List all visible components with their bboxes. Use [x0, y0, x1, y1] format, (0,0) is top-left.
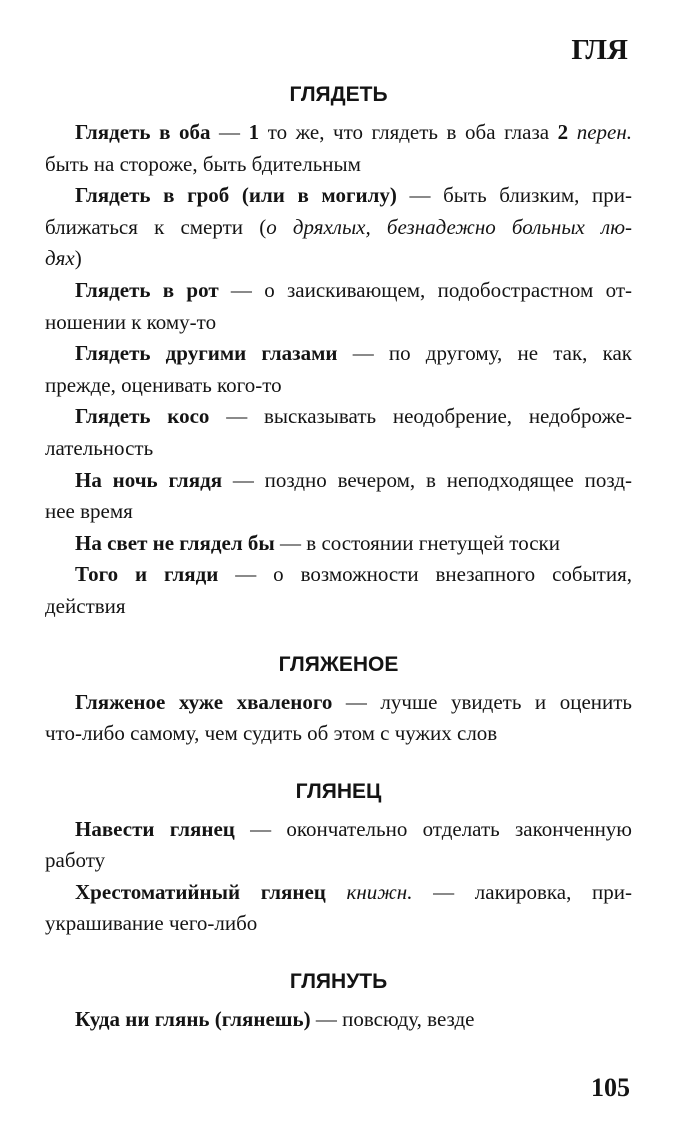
dictionary-section	[45, 776, 632, 940]
term-text: Глядеть другими глазами	[75, 341, 338, 366]
definition-text: — высказывать неодобрение, недоброже-	[209, 404, 632, 429]
entry-line	[45, 877, 632, 909]
definition-text: — лакировка, при-	[412, 879, 632, 904]
definition-text: работу	[45, 848, 106, 873]
definition-text: — по другому, не так, как	[337, 341, 632, 366]
term-text: Навести глянец	[75, 816, 235, 841]
definition-text: )	[74, 246, 82, 271]
dictionary-entry	[45, 275, 632, 338]
entry-line	[45, 687, 632, 719]
page-content	[45, 79, 632, 1036]
definition-text: что-либо самому, чем судить об этом с чужих слов	[45, 721, 498, 746]
entry-line	[45, 370, 632, 402]
term-text: Глядеть косо	[75, 404, 210, 429]
dictionary-entry	[45, 687, 632, 750]
definition-text: ближаться к смерти (	[45, 214, 267, 239]
term-text: Гляженое хуже хваленого	[75, 689, 333, 714]
entry-line	[45, 149, 632, 181]
page-number: 105	[591, 1073, 630, 1102]
entry-line	[45, 1004, 632, 1036]
entry-line	[45, 433, 632, 465]
dictionary-section	[45, 966, 632, 1036]
entry-line	[45, 845, 632, 877]
definition-text: ношении к кому-то	[45, 309, 217, 334]
definition-text: быть на стороже, быть бдительным	[45, 151, 361, 176]
entry-line	[45, 814, 632, 846]
italic-text: перен.	[568, 120, 632, 144]
definition-text: — быть близким, при-	[396, 183, 632, 208]
term-text: Глядеть в гроб (или в могилу)	[75, 183, 397, 208]
definition-text: — поздно вечером, в неподходящее позд-	[222, 467, 632, 492]
entry-line	[45, 465, 632, 497]
entry-line	[45, 212, 632, 244]
entry-line	[45, 401, 632, 433]
definition-text: украшивание чего-либо	[45, 911, 258, 936]
term-text: Хрестоматийный глянец	[75, 879, 326, 904]
term-text: 2	[557, 120, 569, 144]
definition-text: лательность	[45, 435, 154, 460]
dictionary-section	[45, 649, 632, 750]
dictionary-entry	[45, 180, 632, 275]
entry-line	[45, 275, 632, 307]
term-text: 1	[248, 120, 260, 144]
term-text: Того и гляди	[75, 562, 219, 587]
definition-text: — в состоянии гнетущей тоски	[274, 530, 560, 555]
entry-line	[45, 908, 632, 940]
dictionary-entry	[45, 338, 632, 401]
entry-line	[45, 528, 632, 560]
definition-text: действия	[45, 593, 126, 618]
section-heading: ГЛЯЖЕНОЕ	[278, 652, 399, 676]
entry-line	[45, 307, 632, 339]
dictionary-entry	[45, 877, 632, 940]
italic-text: дях	[45, 246, 75, 271]
term-text: На свет не глядел бы	[75, 530, 275, 555]
definition-text: — окончательно отделать законченную	[234, 816, 632, 841]
term-text: Куда ни глянь (глянешь)	[75, 1007, 311, 1032]
dictionary-entry	[45, 528, 632, 560]
dictionary-entry	[45, 117, 632, 180]
italic-text: о дряхлых, безнадежно больных лю-	[266, 214, 632, 239]
definition-text: — лучше увидеть и оценить	[332, 689, 632, 714]
entry-line	[45, 243, 632, 275]
entry-line	[45, 591, 632, 623]
term-text: На ночь глядя	[75, 467, 223, 492]
definition-text: нее время	[45, 499, 133, 524]
dictionary-entry	[45, 1004, 632, 1036]
section-heading: ГЛЯДЕТЬ	[289, 83, 388, 106]
definition-text: прежде, оценивать кого-то	[45, 372, 282, 397]
definition-text: — повсюду, везде	[310, 1007, 475, 1032]
dictionary-section	[45, 79, 632, 623]
italic-text: книжн.	[325, 879, 413, 904]
dictionary-entry	[45, 465, 632, 528]
dictionary-entry	[45, 401, 632, 464]
entry-line	[45, 117, 632, 149]
term-text: Глядеть в оба	[75, 120, 211, 144]
definition-text: — о возможности внезапного события,	[218, 562, 632, 587]
definition-text: — о заискивающем, подобострастном от-	[218, 277, 632, 302]
running-head: ГЛЯ	[571, 34, 628, 66]
entry-line	[45, 559, 632, 591]
section-heading: ГЛЯНУТЬ	[289, 970, 388, 994]
entry-line	[45, 338, 632, 370]
definition-text: то же, что глядеть в оба глаза	[259, 120, 558, 144]
dictionary-entry	[45, 814, 632, 877]
section-heading: ГЛЯНЕЦ	[295, 779, 382, 803]
definition-text: —	[210, 120, 249, 144]
entry-line	[45, 180, 632, 212]
dictionary-entry	[45, 559, 632, 622]
entry-line	[45, 496, 632, 528]
entry-line	[45, 718, 632, 750]
term-text: Глядеть в рот	[75, 277, 219, 302]
